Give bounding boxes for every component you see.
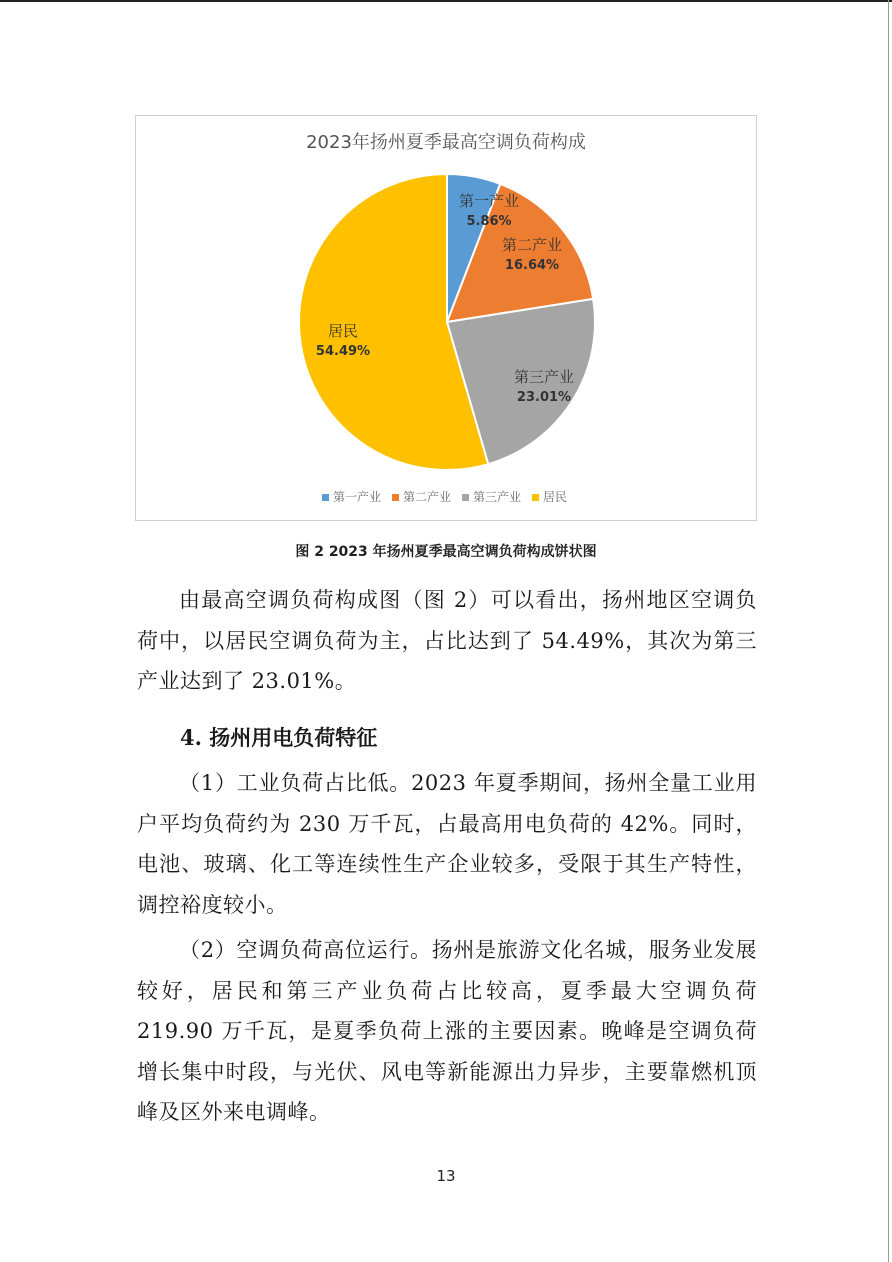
right-border: [888, 0, 889, 1262]
legend-swatch: [462, 494, 469, 501]
chart-title: 2023年扬州夏季最高空调负荷构成: [306, 132, 586, 153]
slice-value-label: 16.64%: [504, 258, 560, 273]
page-number: 13: [436, 1167, 456, 1185]
legend-swatch: [322, 494, 329, 501]
legend-label: 第三产业: [473, 490, 522, 504]
slice-value-label: 54.49%: [315, 344, 371, 359]
legend-label: 第一产业: [333, 490, 382, 504]
paragraph-3: （2）空调负荷高位运行。扬州是旅游文化名城，服务业发展较好，居民和第三产业负荷占比较高，夏季最大空调负荷 219.90 万千瓦，是夏季负荷上涨的主要因素。晚峰是空调负荷增长集中时段，与光伏、风电等新能源出力异步，主要靠燃机顶峰及区外来电调峰。: [137, 938, 757, 1124]
slice-category-label: 第一产业: [458, 192, 520, 210]
legend-label: 居民: [543, 490, 568, 504]
legend-swatch: [392, 494, 399, 501]
paragraph-1: 由最高空调负荷构成图（图 2）可以看出，扬州地区空调负荷中，以居民空调负荷为主，占比达到了 54.49%，其次为第三产业达到了 23.01%。: [137, 588, 757, 693]
legend-swatch: [532, 494, 539, 501]
pie-chart: [135, 115, 757, 521]
top-border: [0, 0, 892, 2]
figure-caption: 图 2 2023 年扬州夏季最高空调负荷构成饼状图: [295, 544, 597, 560]
slice-category-label: 第三产业: [513, 368, 575, 386]
pie-chart-svg: [136, 116, 758, 522]
paragraph-2: （1）工业负荷占比低。2023 年夏季期间，扬州全量工业用户平均负荷约为 230 万千瓦，占最高用电负荷的 42%。同时，电池、玻璃、化工等连续性生产企业较多，受限于其生产特性，调控裕度较小。: [137, 771, 757, 917]
slice-value-label: 23.01%: [516, 390, 572, 405]
slice-category-label: 居民: [327, 322, 359, 340]
legend-label: 第二产业: [403, 490, 452, 504]
section-heading: 4. 扬州用电负荷特征: [180, 725, 378, 750]
slice-value-label: 5.86%: [466, 214, 512, 229]
slice-category-label: 第二产业: [501, 236, 563, 254]
